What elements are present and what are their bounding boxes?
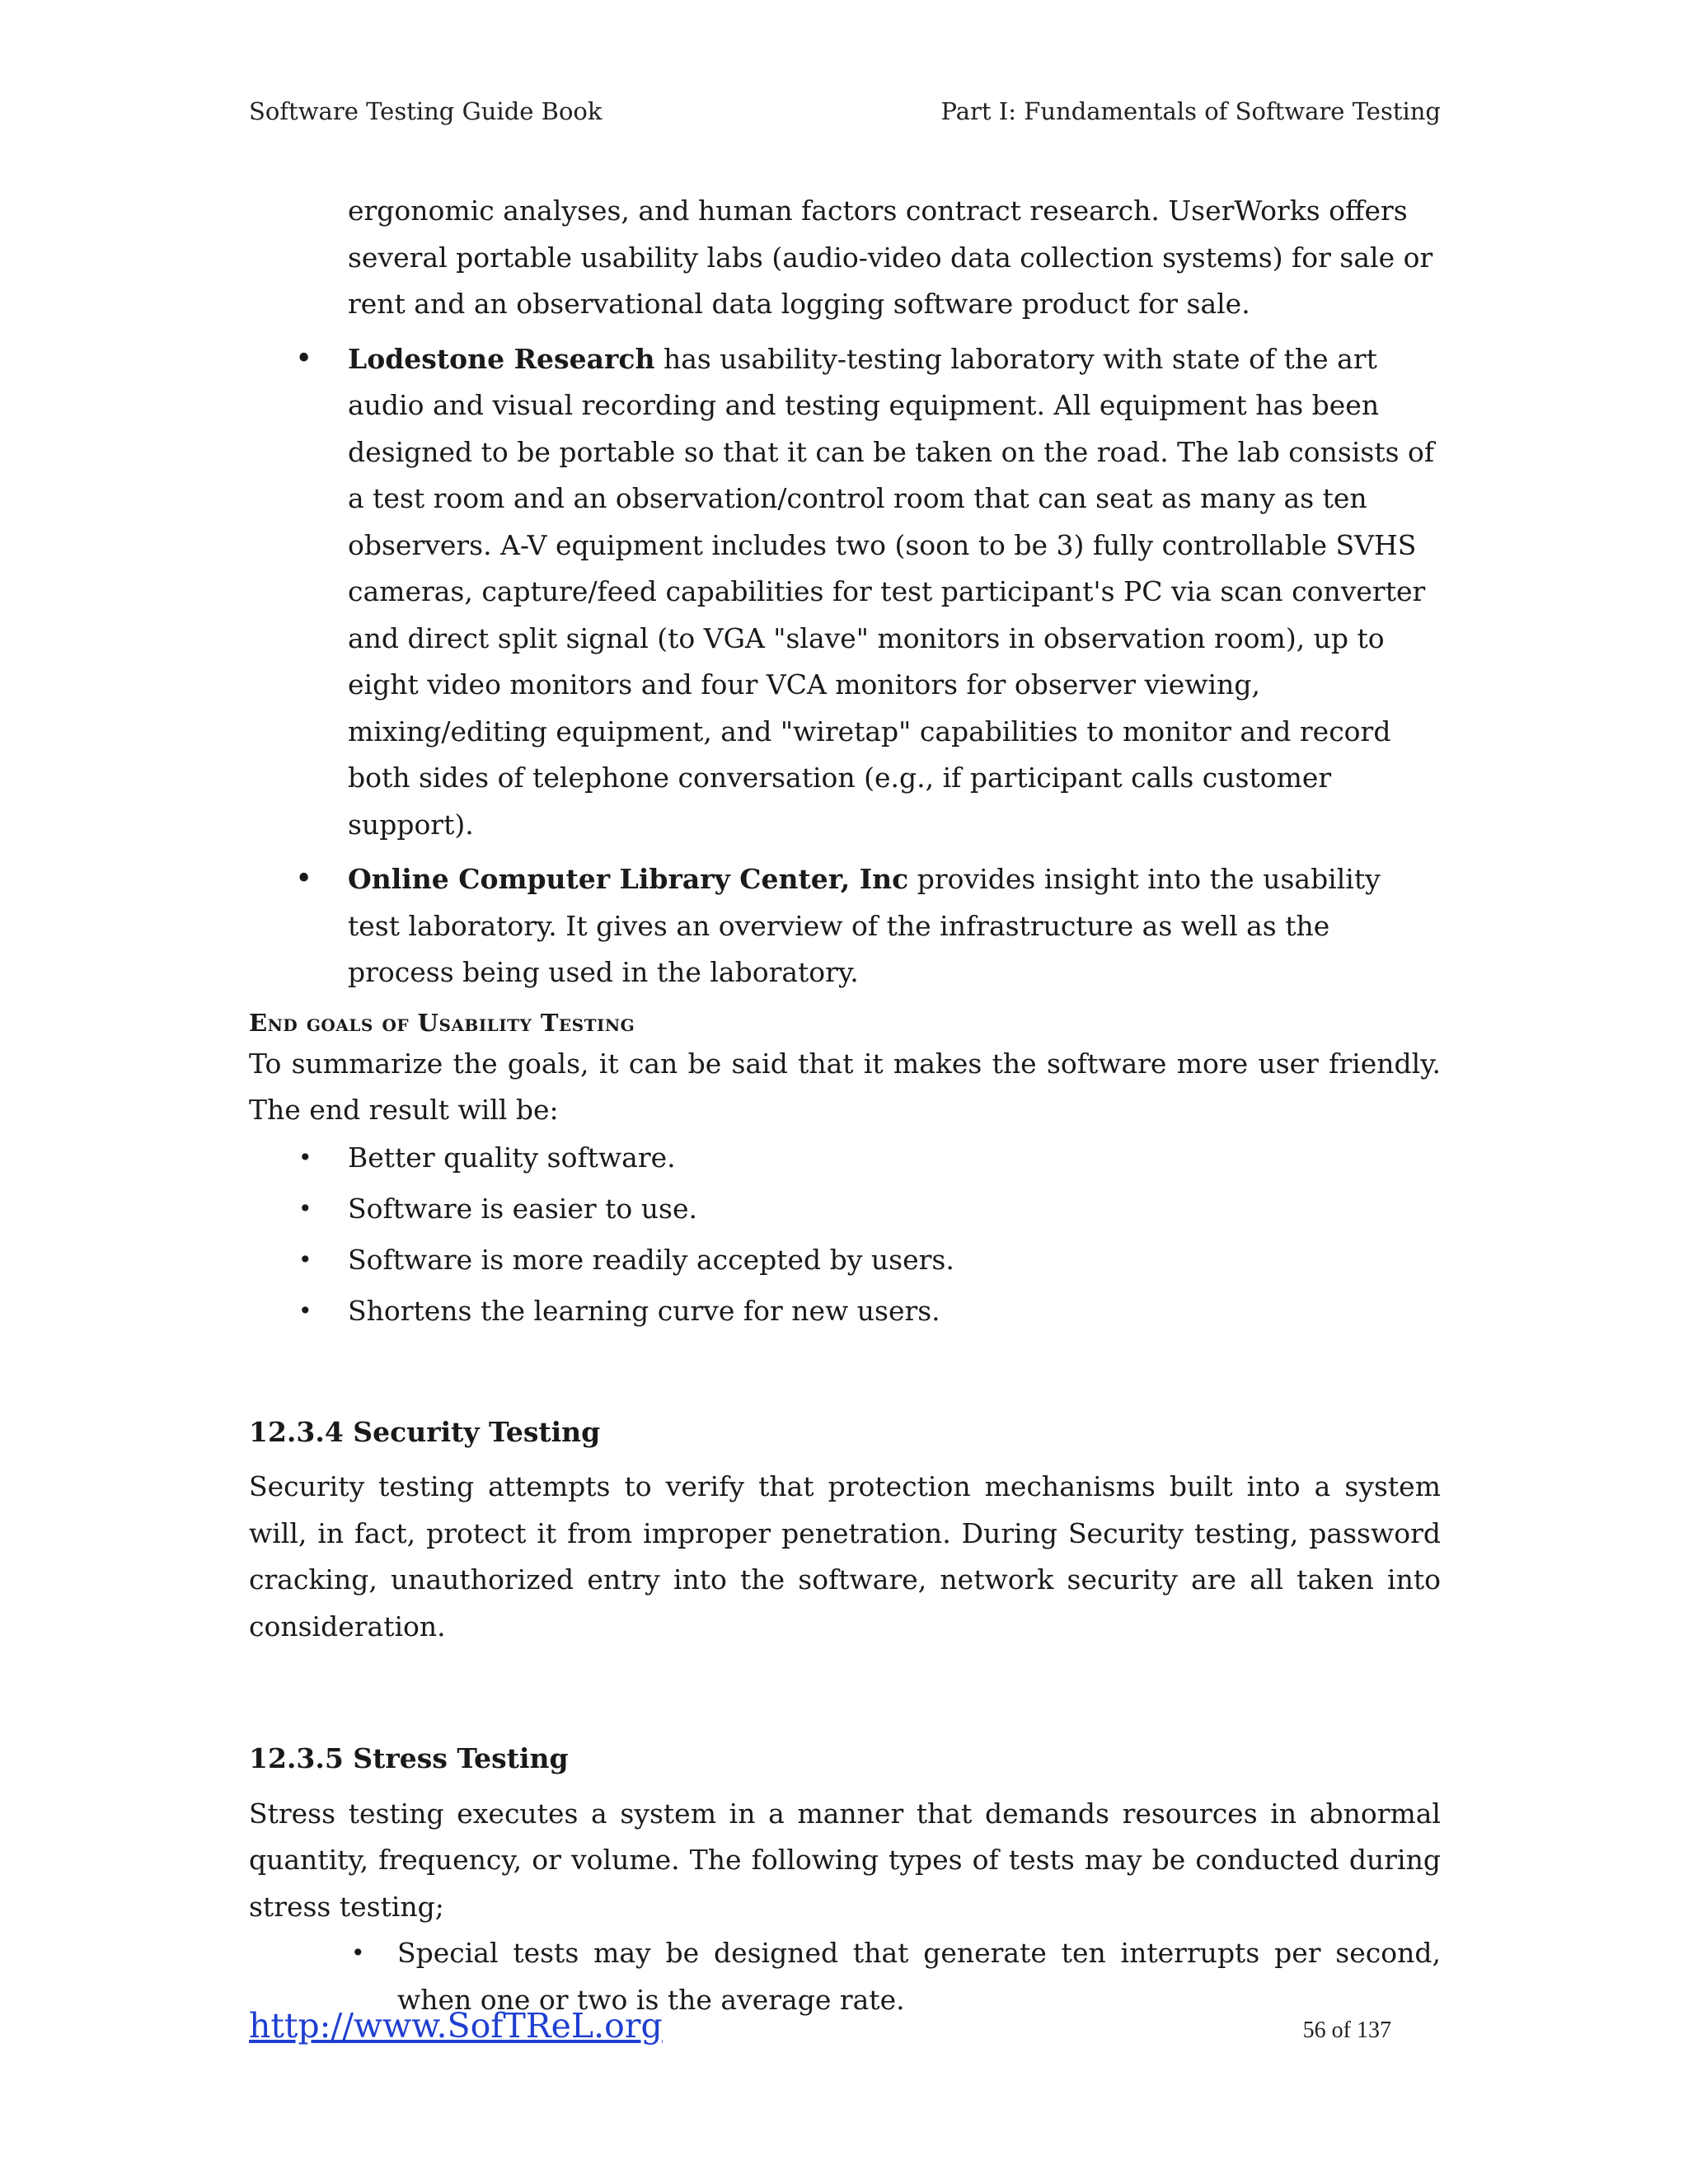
security-testing-title: 12.3.4 Security Testing xyxy=(249,1415,601,1448)
bullet-icon: • xyxy=(295,862,313,896)
lab-name: Online Computer Library Center, Inc xyxy=(348,863,909,895)
bullet-icon: • xyxy=(298,1245,312,1273)
list-item-text: Special tests may be designed that generate ten interrupts per second, when one or two is the average rate. xyxy=(397,1937,1441,2016)
stress-testing-body: Stress testing executes a system in a manner that demands resources in abnormal quantity, frequency, or volume. The following types of tests may be conducted during stress testing; xyxy=(249,1797,1441,1923)
bullet-icon: • xyxy=(298,1143,312,1171)
lab-list xyxy=(249,336,1441,996)
list-item-lodestone xyxy=(249,336,1441,849)
bullet-icon: • xyxy=(298,1194,312,1222)
list-item xyxy=(249,1287,1441,1334)
page-header xyxy=(249,97,1441,125)
end-goals-list xyxy=(249,1134,1441,1334)
lab-description: has usability-testing laboratory with state of the art audio and visual recording and testing equipment. All equipment has been designed to be portable so that it can be taken on the road. The lab consists of a test room and an observation/control room that can seat as many as ten observers. A-V equipment includes two (soon to be 3) fully controllable SVHS cameras, capture/feed capabilities for test participant's PC via scan converter and direct split signal (to VGA "slave" monitors in observation room), up to eight video monitors and four VCA monitors for observer viewing, mixing/editing equipment, and "wiretap" capabilities to monitor and record both sides of telephone conversation (e.g., if participant calls customer support). xyxy=(348,342,1435,841)
page-content xyxy=(249,188,1441,2023)
bullet-icon: • xyxy=(295,341,313,376)
bullet-icon: • xyxy=(351,1939,365,1966)
header-part-title: Part I: Fundamentals of Software Testing xyxy=(940,97,1441,125)
lab-description: provides insight into the usability test laboratory. It gives an overview of the infrastructure as well as the process being used in the laboratory. xyxy=(348,863,1381,988)
list-item xyxy=(249,1134,1441,1181)
end-goals-heading: End goals of Usability Testing xyxy=(249,1008,635,1037)
continued-paragraph: ergonomic analyses, and human factors contract research. UserWorks offers several portable usability labs (audio-video data collection systems) for sale or rent and an observational data logging software product for sale. xyxy=(348,194,1433,320)
softrel-link[interactable]: http://www.SofTReL.org xyxy=(249,2006,663,2046)
list-item-text: Software is easier to use. xyxy=(348,1192,697,1225)
list-item xyxy=(249,1236,1441,1283)
page-number: 56 of 137 xyxy=(1302,2018,1391,2043)
list-item-text: Software is more readily accepted by users. xyxy=(348,1243,954,1276)
list-item-text: Shortens the learning curve for new users. xyxy=(348,1294,940,1327)
header-book-title: Software Testing Guide Book xyxy=(249,97,603,125)
list-item-oclc xyxy=(249,856,1441,996)
list-item xyxy=(249,1185,1441,1232)
bullet-icon: • xyxy=(298,1296,312,1324)
page-footer xyxy=(249,2006,1391,2046)
security-testing-body: Security testing attempts to verify that protection mechanisms built into a system will, in fact, protect it from improper penetration. During Security testing, password cracking, unauthorized entry into the software, network security are all taken into consideration. xyxy=(249,1470,1441,1643)
end-goals-intro: To summarize the goals, it can be said that it makes the software more user friendly. The end result will be: xyxy=(249,1047,1441,1126)
list-item-text: Better quality software. xyxy=(348,1141,676,1174)
lab-name: Lodestone Research xyxy=(348,342,655,375)
stress-testing-title: 12.3.5 Stress Testing xyxy=(249,1742,569,1774)
